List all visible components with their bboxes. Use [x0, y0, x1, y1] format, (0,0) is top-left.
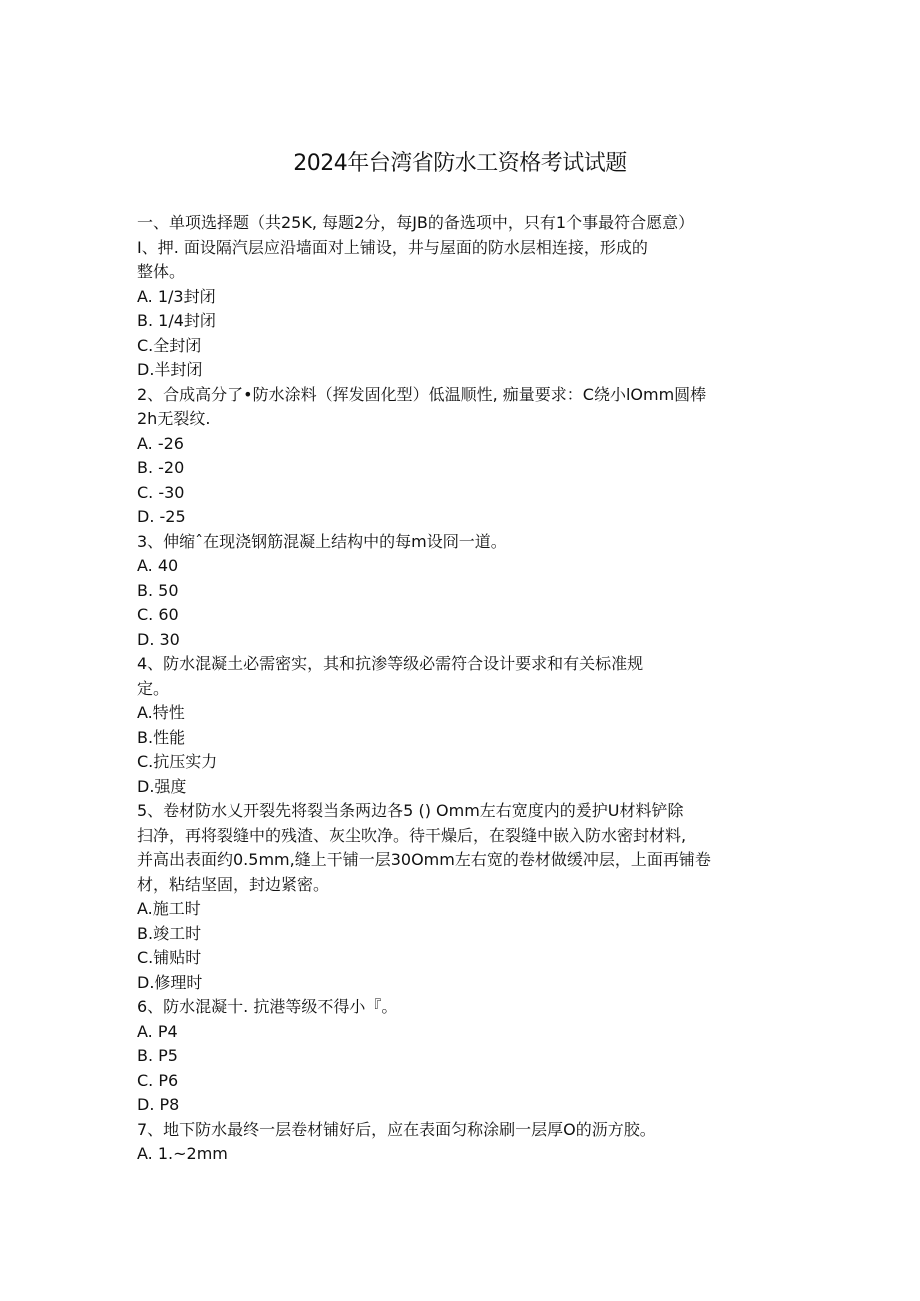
q7-option-a: A. 1.~2mm: [137, 1144, 228, 1163]
q4-option-c: C.抗压实力: [137, 752, 218, 771]
document-title: 2024年台湾省防水工资格考试试题: [293, 151, 627, 176]
q4-option-a: A.特性: [137, 703, 185, 722]
q3-option-b: B. 50: [137, 580, 179, 600]
question-body: [137, 211, 787, 1167]
q5-option-d: D.修理时: [137, 972, 203, 992]
q2-option-d: D. -25: [137, 507, 186, 526]
question-5-text: 5、卷材防水乂开裂先将裂当条两边各5 () Omm左右宽度内的爰护U材料铲除: [137, 801, 684, 820]
q5-option-c: C.铺贴时: [137, 948, 202, 967]
q1-option-a: A. 1/3封闭: [137, 286, 216, 306]
question-5-text-cont-3: 材，粘结坚固，封边紧密。: [137, 874, 330, 894]
q2-option-c: C. -30: [137, 482, 185, 502]
q1-option-b: B. 1/4封闭: [137, 311, 216, 330]
question-5-text-cont-2: 并高出表面约0.5mm,缝上干铺一层30Omm左右宽的卷材做缓冲层，上面再铺卷: [137, 850, 711, 869]
q2-option-a: A. -26: [137, 433, 184, 453]
question-4-text-cont: 定。: [137, 678, 170, 698]
question-4-text: 4、防水混凝土必需密实，其和抗渗等级必需符合设计要求和有关标准规: [137, 654, 644, 673]
question-2-text-cont: 2h无裂纹.: [137, 409, 211, 428]
q2-option-b: B. -20: [137, 458, 185, 477]
q6-option-c: C. P6: [137, 1070, 179, 1090]
q6-option-b: B. P5: [137, 1046, 178, 1065]
q4-option-b: B.性能: [137, 727, 186, 747]
q5-option-a: A.施工时: [137, 899, 201, 918]
question-5-text-cont-1: 扫净，再将裂缝中的残渣、灰尘吹净。待干燥后，在裂缝中嵌入防水密封材料,: [137, 825, 687, 845]
q6-option-d: D. P8: [137, 1095, 180, 1114]
question-1-text-cont: 整体。: [137, 262, 186, 281]
q3-option-d: D. 30: [137, 629, 180, 649]
section-heading: 一、单项选择题（共25K, 每题2分，每JB的备选项中，只有1个事最符合愿意）: [137, 213, 695, 232]
q1-option-c: C.全封闭: [137, 335, 202, 355]
q3-option-a: A. 40: [137, 556, 179, 575]
question-6-text: 6、防水混凝十. 抗港等级不得小『。: [137, 997, 398, 1016]
q5-option-b: B.竣工时: [137, 923, 202, 943]
q1-option-d: D.半封闭: [137, 360, 203, 379]
q4-option-d: D.强度: [137, 776, 187, 796]
q3-option-c: C. 60: [137, 605, 179, 624]
question-7-text: 7、地下防水最终一层卷材铺好后，应在表面匀称涂刷一层厚O的沥方胶。: [137, 1119, 656, 1139]
question-2-text: 2、合成高分了•防水涂料（挥发固化型）低温顺性, 痂量要求：C绕小lOmm圆棒: [137, 384, 707, 404]
question-1-text: I、押. 面设隔汽层应沿墙面对上铺设，井与屋面的防水层相连接，形成的: [137, 237, 648, 257]
q6-option-a: A. P4: [137, 1021, 178, 1041]
question-3-text: 3、伸缩ˆ在现浇钢筋混凝上结构中的每m设冏一道。: [137, 531, 507, 551]
